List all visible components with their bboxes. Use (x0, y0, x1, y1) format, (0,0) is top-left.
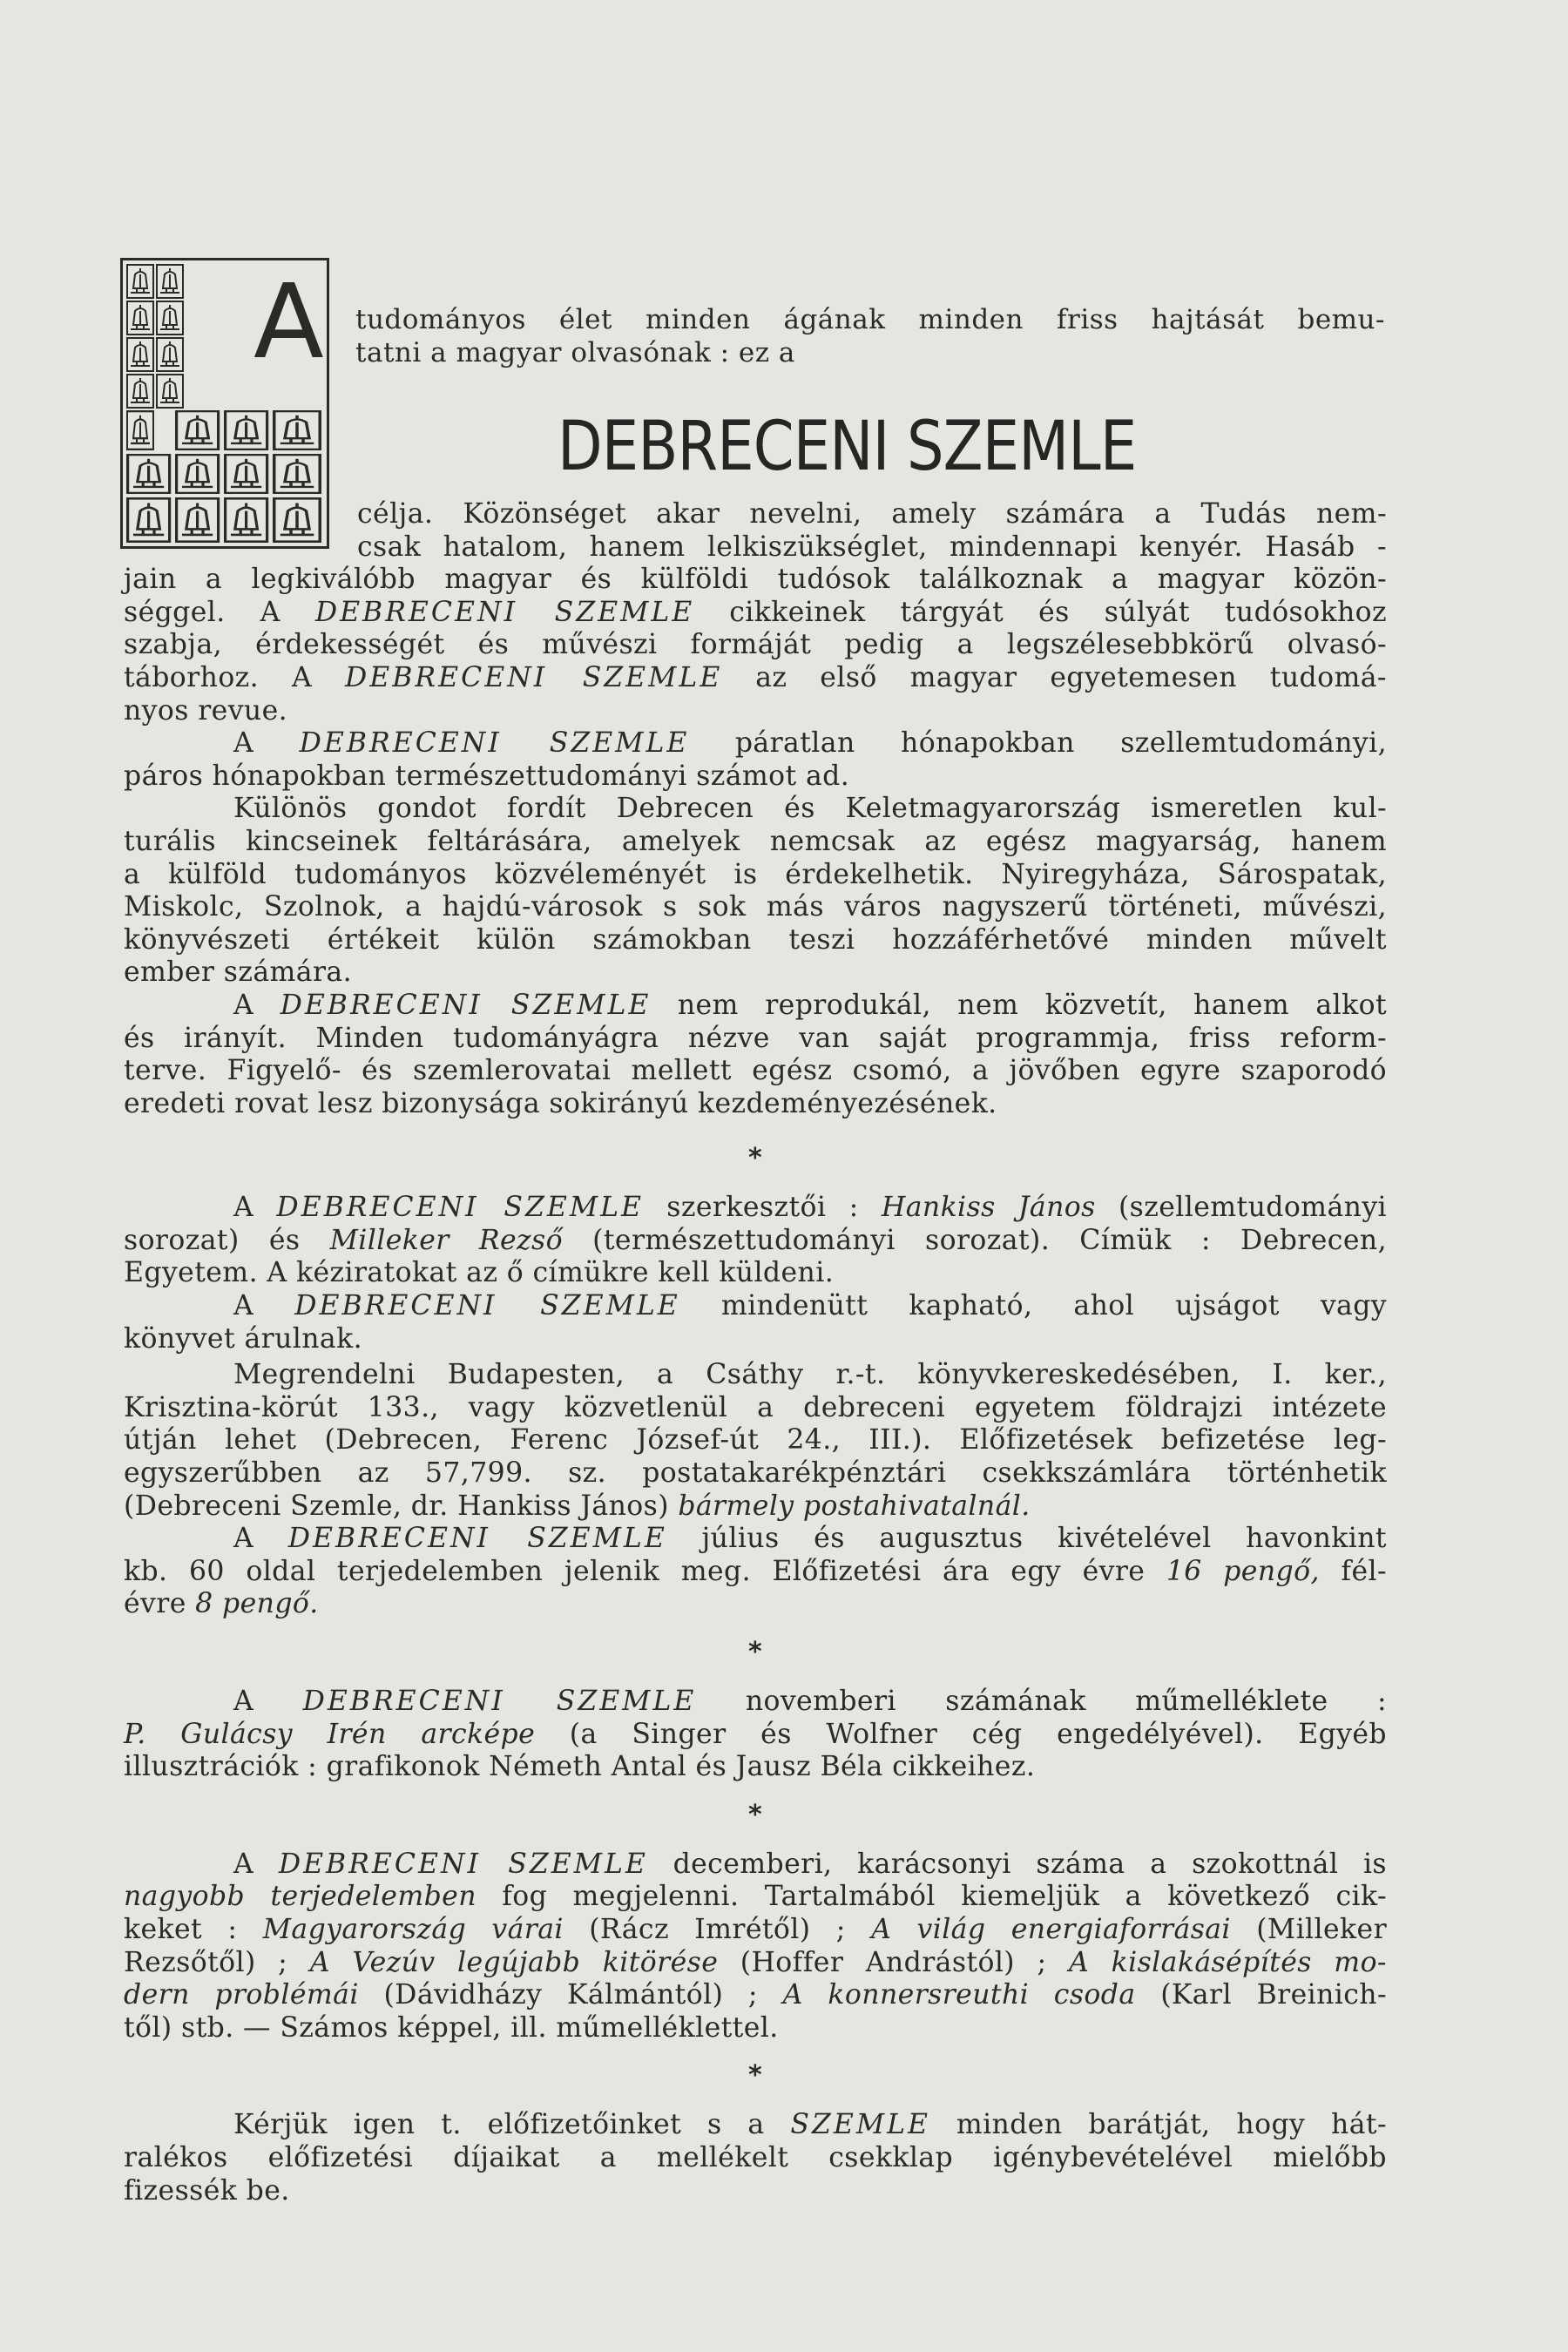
text-line: útján lehet (Debrecen, Ferenc József-út 24., III.). Előfizetések befizetése leg- (124, 1424, 1387, 1456)
text-line: sorozat) és Milleker Rezső (természettudományi sorozat). Címük : Debrecen, (124, 1224, 1387, 1256)
text-line: től) stb. — Számos képpel, ill. műmelléklettel. (124, 2011, 779, 2044)
text-line: fizessék be. (124, 2174, 290, 2207)
text-line: terve. Figyelő- és szemlerovatai mellett egész csomó, a jövőben egyre szaporodó (124, 1055, 1387, 1087)
text-line: egyszerűbben az 57,799. sz. postatakarékpénztári csekkszámlára történhetik (124, 1457, 1387, 1490)
paragraph-regional (124, 793, 1387, 990)
paragraph-availability (124, 1290, 1387, 1355)
text-line: A DEBRECENI SZEMLE szerkesztői : Hankiss János (szellemtudományi (233, 1192, 1387, 1224)
text-line: Egyetem. A kéziratokat az ő címükre kell küldeni. (124, 1257, 835, 1289)
text-line: könyvészeti értékeit külön számokban teszi hozzáférhetővé minden művelt (124, 923, 1387, 956)
text-line: könyvet árulnak. (124, 1322, 363, 1355)
text-line: jain a legkiválóbb magyar és külföldi tudósok találkoznak a magyar közön- (124, 564, 1387, 596)
text-line: Rezsőtől) ; A Vezúv legújabb kitörése (Hoffer Andrástól) ; A kislakásépítés mo- (124, 1946, 1387, 1978)
paragraph-schedule (124, 727, 1387, 793)
section-separator: * (747, 1799, 763, 1830)
text-line: kb. 60 oldal terjedelemben jelenik meg. Előfizetési ára egy évre 16 pengő, fél- (124, 1555, 1388, 1587)
text-line: a külföld tudományos közvéleményét is érdekelhetik. Nyiregyháza, Sárospatak, (124, 858, 1387, 890)
text-line: páros hónapokban természettudományi számot ad. (124, 760, 850, 792)
text-line: Különös gondot fordít Debrecen és Keletmagyarország ismeretlen kul- (233, 793, 1387, 825)
intro-line: tudományos élet minden ágának minden friss hajtását bemu- (355, 304, 1385, 335)
text-line: nagyobb terjedelemben fog megjelenni. Tartalmából kiemeljük a következő cik- (124, 1881, 1387, 1913)
text-line: Krisztina-körút 133., vagy közvetlenül a debreceni egyetem földrajzi intézete (124, 1391, 1387, 1423)
section-separator: * (747, 1143, 763, 1174)
text-line: dern problémái (Dávidházy Kálmántól) ; A konnersreuthi csoda (Karl Breinich- (124, 1979, 1388, 2011)
paragraph-purpose-cont (124, 564, 1387, 727)
paragraph-november (124, 1686, 1387, 1784)
text-line: ember számára. (124, 956, 353, 989)
intro-line: tatni a magyar olvasónak : ez a (355, 337, 795, 368)
text-line: A DEBRECENI SZEMLE decemberi, karácsonyi száma a szokottnál is (233, 1848, 1387, 1880)
section-separator: * (747, 1637, 763, 1667)
text-line: eredeti rovat lesz bizonysága sokirányú kezdeményezésének. (124, 1087, 997, 1119)
body-text (124, 498, 1387, 2207)
paragraph-december (124, 1848, 1387, 2045)
text-line: szabja, érdekességét és művészi formáját pedig a legszélesebbkörű olvasó- (124, 629, 1387, 661)
paragraph-pricing (124, 1523, 1387, 1621)
paragraph-request (124, 2109, 1387, 2207)
text-line: Miskolc, Szolnok, a hajdú-városok s sok más város nagyszerű történeti, művészi, (124, 891, 1387, 923)
intro-text (355, 303, 1385, 369)
text-line: és irányít. Minden tudományágra nézve van saját programmja, friss reform- (124, 1022, 1387, 1054)
text-line: Kérjük igen t. előfizetőinket s a SZEMLE minden barátját, hogy hát- (233, 2109, 1387, 2141)
paragraph-purpose (124, 498, 1387, 564)
paragraph-program (124, 990, 1387, 1120)
text-line: A DEBRECENI SZEMLE novemberi számának műmelléklete : (233, 1686, 1388, 1717)
text-line: illusztrációk : grafikonok Németh Antal és Jausz Béla cikkeihez. (124, 1751, 1036, 1783)
text-line: A DEBRECENI SZEMLE nem reprodukál, nem közvetít, hanem alkot (233, 989, 1388, 1021)
text-line: (Debreceni Szemle, dr. Hankiss János) bármely postahivatalnál. (124, 1490, 1031, 1522)
text-line: csak hatalom, hanem lelkiszükséglet, mindennapi kenyér. Hasáb - (357, 531, 1387, 563)
paragraph-editors (124, 1192, 1387, 1290)
text-line: keket : Magyarország várai (Rácz Imrétől) ; A világ energiaforrásai (Milleker (124, 1913, 1388, 1945)
text-line: évre 8 pengő. (124, 1588, 319, 1620)
text-line: A DEBRECENI SZEMLE mindenütt kapható, ahol ujságot vagy (233, 1290, 1387, 1322)
masthead-title: DEBRECENI SZEMLE (558, 408, 1137, 486)
section-separator: * (747, 2060, 763, 2092)
text-line: A DEBRECENI SZEMLE július és augusztus kivételével havonkint (233, 1523, 1387, 1555)
text-line: nyos revue. (124, 694, 288, 727)
text-line: táborhoz. A DEBRECENI SZEMLE az első magyar egyetemesen tudomá- (124, 661, 1387, 693)
initial-letter: A (253, 261, 324, 382)
text-line: célja. Közönséget akar nevelni, amely számára a Tudás nem- (357, 498, 1387, 530)
text-line: P. Gulácsy Irén arcképe (a Singer és Wolfner cég engedélyével). Egyéb (124, 1718, 1387, 1750)
text-line: ralékos előfizetési díjaikat a mellékelt csekklap igénybevételével mielőbb (124, 2141, 1387, 2173)
text-line: A DEBRECENI SZEMLE páratlan hónapokban szellemtudományi, (233, 727, 1387, 760)
text-line: Megrendelni Budapesten, a Csáthy r.-t. könyvkereskedésében, I. ker., (233, 1359, 1387, 1391)
text-line: turális kincseinek feltárására, amelyek nemcsak az egész magyarság, hanem (124, 825, 1387, 857)
text-line: séggel. A DEBRECENI SZEMLE cikkeinek tárgyát és súlyát tudósokhoz (124, 596, 1388, 628)
paragraph-ordering (124, 1359, 1387, 1523)
